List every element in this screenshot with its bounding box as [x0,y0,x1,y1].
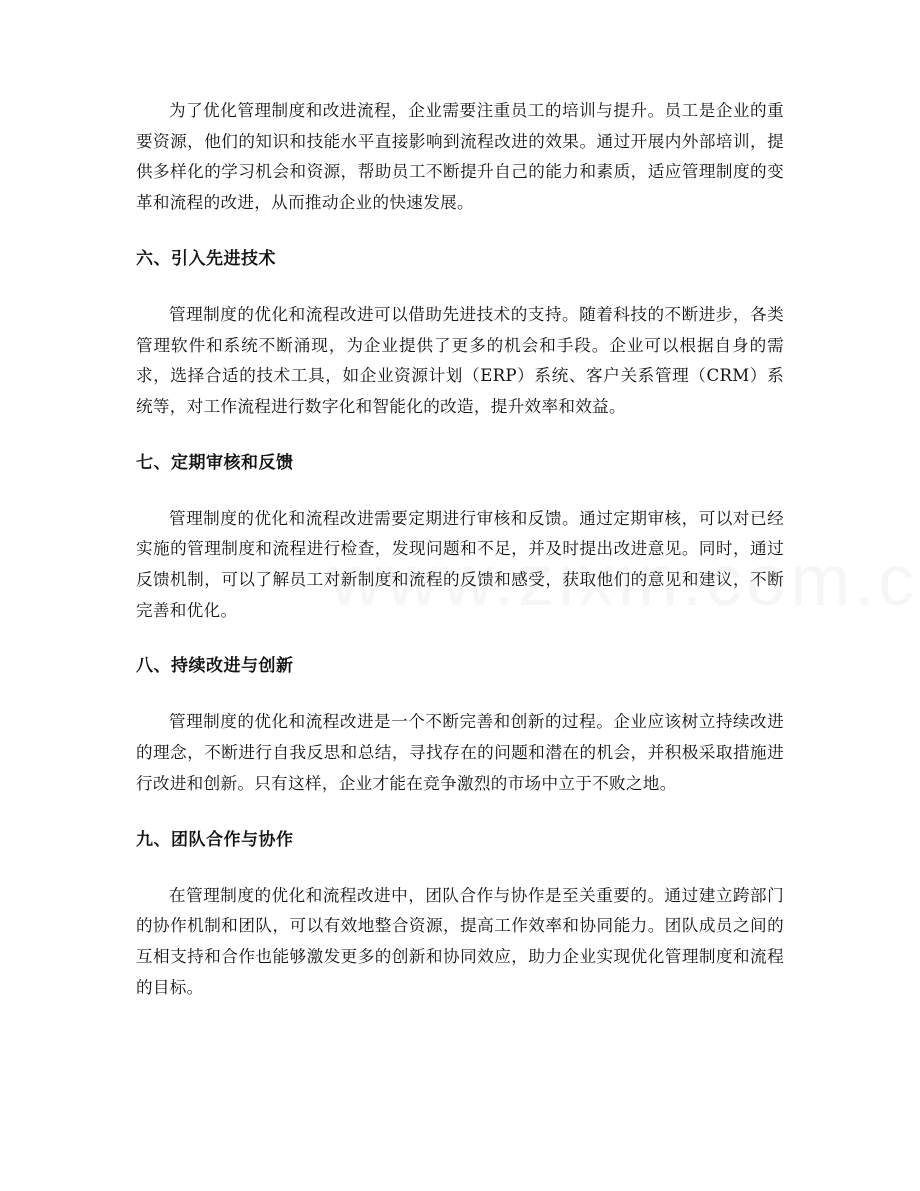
paragraph-continuous-improvement: 管理制度的优化和流程改进是一个不断完善和创新的过程。企业应该树立持续改进的理念，不断进行自我反思和总结，寻找存在的问题和潜在的机会，并积极采取措施进行改进和创新。只有这样，企业才能在竞争激烈的市场中立于不败之地。 [136,712,784,793]
section-heading-teamwork: 九、团队合作与协作 [136,829,294,850]
paragraph-teamwork: 在管理制度的优化和流程改进中，团队合作与协作是至关重要的。通过建立跨部门的协作机制和团队，可以有效地整合资源，提高工作效率和协同能力。团队成员之间的互相支持和合作也能够激发更多的创新和协同效应，助力企业实现优化管理制度和流程的目标。 [136,885,784,997]
section-heading-continuous-improvement: 八、持续改进与创新 [136,656,294,677]
paragraph-training: 为了优化管理制度和改进流程，企业需要注重员工的培训与提升。员工是企业的重要资源，他们的知识和技能水平直接影响到流程改进的效果。通过开展内外部培训，提供多样化的学习机会和资源，帮助员工不断提升自己的能力和素质，适应管理制度的变革和流程的改进，从而推动企业的快速发展。 [136,101,784,213]
document-body [136,96,784,1003]
paragraph-advanced-technology: 管理制度的优化和流程改进可以借助先进技术的支持。随着科技的不断进步，各类管理软件和系统不断涌现，为企业提供了更多的机会和手段。企业可以根据自身的需求，选择合适的技术工具，如企业资源计划（ERP）系统、客户关系管理（CRM）系统等，对工作流程进行数字化和智能化的改造，提升效率和效益。 [136,304,784,416]
section-heading-review-feedback: 七、定期审核和反馈 [136,452,294,473]
section-heading-advanced-technology: 六、引入先进技术 [136,248,276,269]
paragraph-review-feedback: 管理制度的优化和流程改进需要定期进行审核和反馈。通过定期审核，可以对已经实施的管理制度和流程进行检查，发现问题和不足，并及时提出改进意见。同时，通过反馈机制，可以了解员工对新制度和流程的反馈和感受，获取他们的意见和建议，不断完善和优化。 [136,508,784,620]
